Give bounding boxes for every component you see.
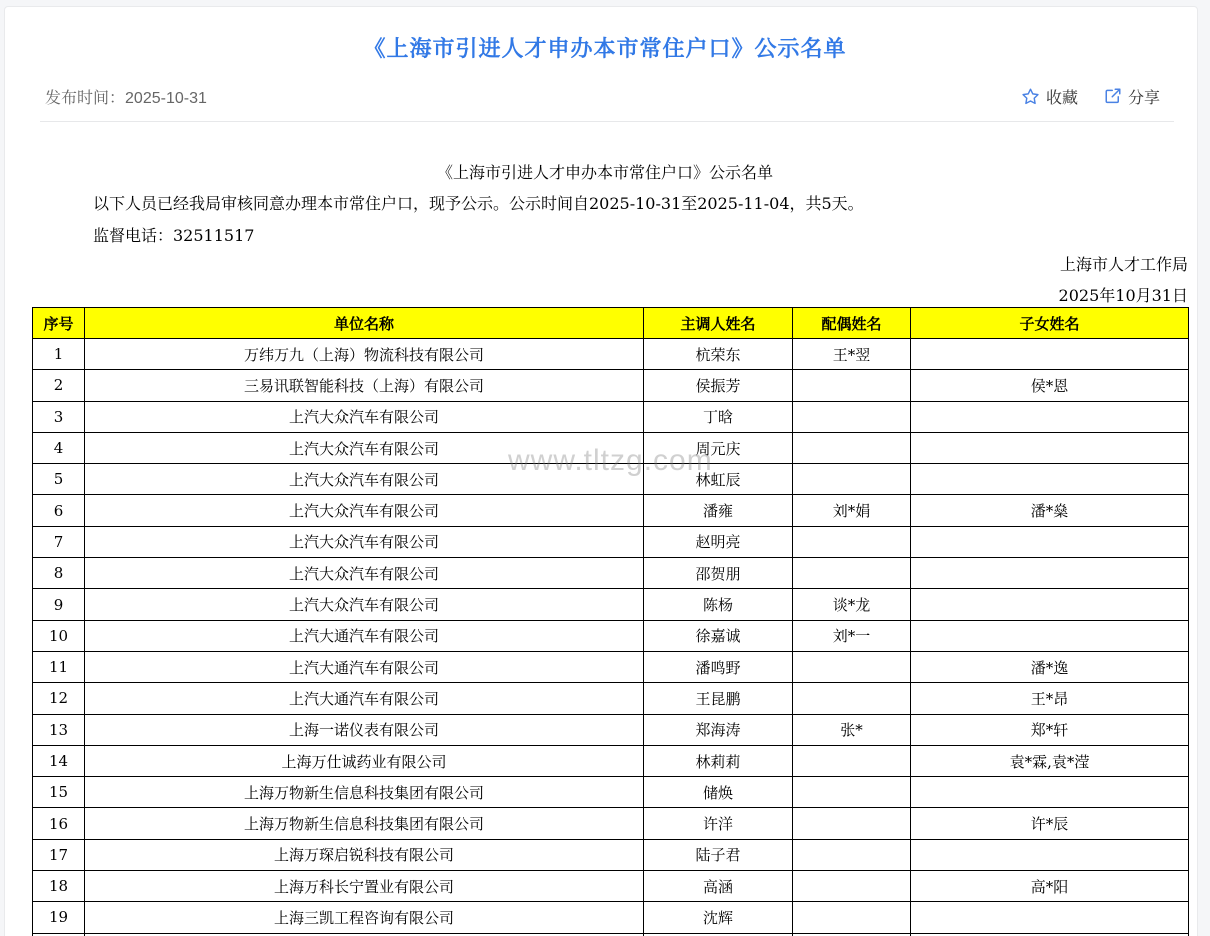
table-cell: 高涵 [644,871,793,902]
favorite-label: 收藏 [1045,89,1078,107]
table-cell: 19 [33,902,85,933]
table-cell: 11 [33,651,85,682]
table-cell [793,526,911,557]
table-cell: 上汽大众汽车有限公司 [85,589,644,620]
share-icon [1104,87,1122,105]
table-cell: 上海一诺仪表有限公司 [85,714,644,745]
table-cell: 丁晗 [644,401,793,432]
table-cell: 9 [33,589,85,620]
table-cell: 1 [33,339,85,370]
table-cell [793,839,911,870]
table-cell: 8 [33,558,85,589]
table-cell: 王*昂 [911,683,1189,714]
table-cell: 上海万物新生信息科技集团有限公司 [85,777,644,808]
table-header-row [33,308,1189,339]
table-cell: 许洋 [644,808,793,839]
table-row [33,589,1189,620]
table-cell [911,777,1189,808]
table-cell [793,401,911,432]
table-cell: 周元庆 [644,432,793,463]
table-cell: 上汽大众汽车有限公司 [85,495,644,526]
header-main: 主调人姓名 [644,308,793,339]
table-cell: 王昆鹏 [644,683,793,714]
table-cell [793,777,911,808]
table-cell: 侯振芳 [644,370,793,401]
table-cell: 刘*一 [793,620,911,651]
table-cell: 张* [793,714,911,745]
table-row [33,558,1189,589]
table-cell: 邵贺朋 [644,558,793,589]
table-cell: 三易讯联智能科技（上海）有限公司 [85,370,644,401]
table-row [33,401,1189,432]
table-row [33,651,1189,682]
table-cell: 林虹辰 [644,464,793,495]
table-row [33,432,1189,463]
table-cell: 上汽大众汽车有限公司 [85,464,644,495]
share-button[interactable] [1104,85,1160,108]
table-cell: 14 [33,745,85,776]
table-cell: 3 [33,401,85,432]
table-row [33,620,1189,651]
table-row [33,745,1189,776]
header-divider [40,121,1174,122]
header-spouse: 配偶姓名 [793,308,911,339]
table-row [33,683,1189,714]
table-cell: 4 [33,432,85,463]
table-row [33,777,1189,808]
table-cell [793,871,911,902]
table-cell: 10 [33,620,85,651]
table-cell [911,839,1189,870]
table-row [33,808,1189,839]
table-cell [911,589,1189,620]
table-cell: 上汽大众汽车有限公司 [85,526,644,557]
table-cell: 陈杨 [644,589,793,620]
table-row [33,839,1189,870]
notice-phone: 监督电话：32511517 [93,226,255,245]
table-cell: 上汽大众汽车有限公司 [85,401,644,432]
table-cell: 上汽大通汽车有限公司 [85,651,644,682]
table-cell: 潘雍 [644,495,793,526]
table-row [33,464,1189,495]
table-cell [793,464,911,495]
table-cell: 谈*龙 [793,589,911,620]
table-cell: 潘*燊 [911,495,1189,526]
table-cell: 徐嘉诚 [644,620,793,651]
table-cell: 林莉莉 [644,745,793,776]
notice-body: 以下人员已经我局审核同意办理本市常住户口，现予公示。公示时间自2025-10-31至2025-11-04，共5天。 [93,194,864,213]
table-cell: 高*阳 [911,871,1189,902]
table-cell: 上汽大通汽车有限公司 [85,683,644,714]
publish-time-value: 2025-10-31 [125,89,207,107]
table-cell: 上汽大众汽车有限公司 [85,558,644,589]
publish-time-label: 发布时间： [45,89,126,107]
table-row [33,339,1189,370]
table-cell: 5 [33,464,85,495]
table-cell [911,401,1189,432]
table-cell: 12 [33,683,85,714]
table-cell: 潘*逸 [911,651,1189,682]
table-cell [911,464,1189,495]
table-cell: 上海万仕诚药业有限公司 [85,745,644,776]
table-cell: 潘鸣野 [644,651,793,682]
table-cell: 13 [33,714,85,745]
watermark: www.tltzg.com [508,444,713,477]
table-cell [911,620,1189,651]
table-cell [793,745,911,776]
table-cell [793,651,911,682]
table-row [33,902,1189,933]
table-cell: 15 [33,777,85,808]
notice-date: 2025年10月31日 [1058,286,1188,305]
header-child: 子女姓名 [911,308,1189,339]
table-cell [911,432,1189,463]
meta-row [45,84,1160,108]
table-row [33,714,1189,745]
header-actions [1021,85,1160,108]
table-cell [911,339,1189,370]
notice-heading: 《上海市引进人才申办本市常住户口》公示名单 [436,163,773,182]
notice-issuer: 上海市人才工作局 [1059,255,1188,274]
table-cell: 王*翌 [793,339,911,370]
table-cell [793,683,911,714]
table-cell: 18 [33,871,85,902]
table-cell [793,370,911,401]
share-label: 分享 [1127,89,1160,107]
table-cell: 16 [33,808,85,839]
table-cell: 上海万物新生信息科技集团有限公司 [85,808,644,839]
table-cell: 沈辉 [644,902,793,933]
table-cell: 上海三凯工程咨询有限公司 [85,902,644,933]
table-cell [911,526,1189,557]
table-cell: 郑海涛 [644,714,793,745]
roster-table [32,307,1189,936]
table-cell: 刘*娟 [793,495,911,526]
table-row [33,526,1189,557]
table-cell: 储焕 [644,777,793,808]
table-cell: 7 [33,526,85,557]
table-cell: 上海万琛启锐科技有限公司 [85,839,644,870]
table-cell: 许*辰 [911,808,1189,839]
table-row [33,370,1189,401]
favorite-button[interactable] [1021,85,1078,108]
table-cell [911,902,1189,933]
table-cell: 杭荣东 [644,339,793,370]
table-row [33,871,1189,902]
page-title: 《上海市引进人才申办本市常住户口》公示名单 [363,36,847,61]
table-cell [793,902,911,933]
table-cell: 2 [33,370,85,401]
header-seq: 序号 [33,308,85,339]
table-cell [911,558,1189,589]
table-cell: 陆子君 [644,839,793,870]
table-cell: 上海万科长宁置业有限公司 [85,871,644,902]
table-cell: 袁*霖,袁*滢 [911,745,1189,776]
table-cell [793,432,911,463]
table-cell: 万纬万九（上海）物流科技有限公司 [85,339,644,370]
table-cell [793,808,911,839]
table-cell: 17 [33,839,85,870]
table-cell: 上汽大通汽车有限公司 [85,620,644,651]
table-row [33,495,1189,526]
table-cell: 6 [33,495,85,526]
publish-time [45,85,207,108]
table-cell: 郑*轩 [911,714,1189,745]
header-org: 单位名称 [85,308,644,339]
table-cell: 侯*恩 [911,370,1189,401]
star-icon [1021,87,1040,106]
table-cell: 上汽大众汽车有限公司 [85,432,644,463]
table-cell [793,558,911,589]
table-cell: 赵明亮 [644,526,793,557]
